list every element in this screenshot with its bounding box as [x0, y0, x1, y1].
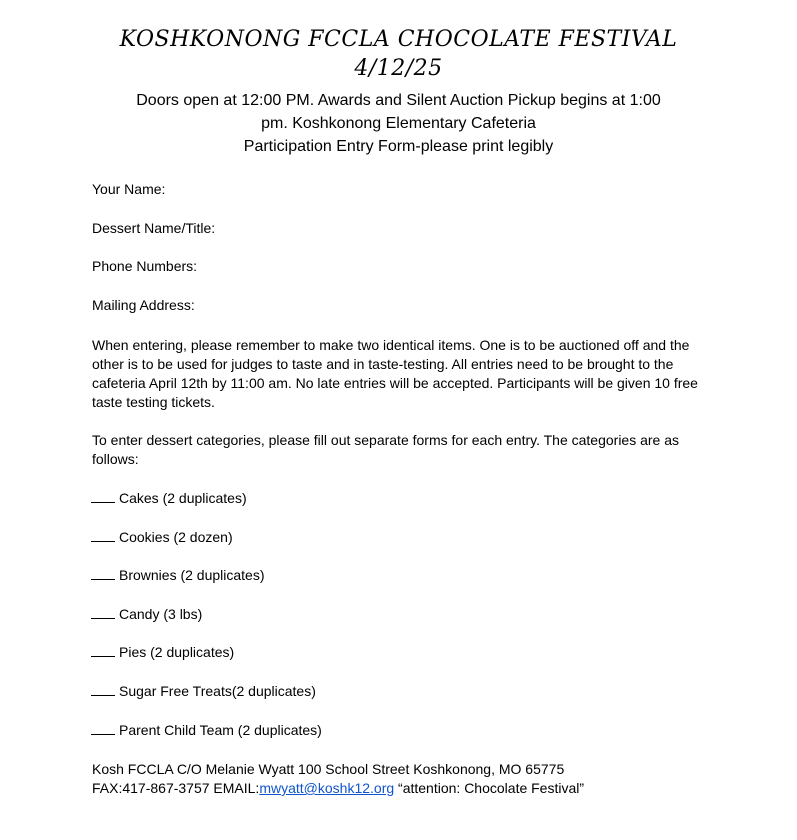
- category-label: Sugar Free Treats(2 duplicates): [119, 683, 316, 699]
- festival-date: 4/12/25: [354, 56, 443, 81]
- checkbox-blank[interactable]: [91, 683, 115, 696]
- category-parent-child-team[interactable]: [91, 722, 322, 738]
- fax-text: FAX:417-867-3757 EMAIL:: [92, 780, 260, 796]
- fax-email-line: [92, 779, 752, 798]
- entry-instructions: When entering, please remember to make two identical items. One is to be auctioned off and the other is to be used for judges to taste and in taste-testing. All entries need to be brought to the cafeteria April 12th by 11:00 am. No late entries will be accepted. Participants will be given 10 free taste testing tickets.: [92, 337, 698, 410]
- phone-numbers-field[interactable]: Phone Numbers:: [92, 258, 198, 274]
- categories-intro: To enter dessert categories, please fill out separate forms for each entry. The categories are as follows:: [92, 432, 680, 467]
- checkbox-blank[interactable]: [91, 567, 115, 580]
- dessert-name-field[interactable]: Dessert Name/Title:: [92, 220, 216, 236]
- contact-footer: [92, 760, 752, 798]
- event-info: [0, 89, 797, 158]
- event-info-line-1: Doors open at 12:00 PM. Awards and Silent Auction Pickup begins at 1:00: [136, 92, 661, 109]
- email-link[interactable]: mwyatt@koshk12.org: [259, 780, 395, 796]
- category-cakes[interactable]: [91, 490, 247, 506]
- checkbox-blank[interactable]: [91, 722, 115, 735]
- category-sugar-free-treats[interactable]: [91, 683, 316, 699]
- event-info-line-2: pm. Koshkonong Elementary Cafeteria: [261, 115, 536, 132]
- category-label: Candy (3 lbs): [119, 606, 203, 622]
- category-label: Cakes (2 duplicates): [119, 490, 247, 506]
- mailing-address-field[interactable]: Mailing Address:: [92, 297, 195, 313]
- category-cookies[interactable]: [91, 529, 233, 545]
- category-candy[interactable]: [91, 606, 202, 622]
- category-label: Pies (2 duplicates): [119, 644, 235, 660]
- category-pies[interactable]: [91, 644, 234, 660]
- your-name-field[interactable]: Your Name:: [92, 181, 166, 197]
- category-label: Parent Child Team (2 duplicates): [119, 722, 322, 738]
- category-label: Brownies (2 duplicates): [119, 567, 265, 583]
- checkbox-blank[interactable]: [91, 606, 115, 619]
- checkbox-blank[interactable]: [91, 529, 115, 542]
- festival-title: KOSHKONONG FCCLA CHOCOLATE FESTIVAL: [119, 27, 678, 52]
- category-label: Cookies (2 dozen): [119, 529, 233, 545]
- mailing-address-text: Kosh FCCLA C/O Melanie Wyatt 100 School Street Koshkonong, MO 65775: [92, 761, 565, 777]
- form-subtitle: Participation Entry Form-please print legibly: [243, 138, 554, 155]
- checkbox-blank[interactable]: [91, 490, 115, 503]
- checkbox-blank[interactable]: [91, 644, 115, 657]
- category-brownies[interactable]: [91, 567, 265, 583]
- attention-text: “attention: Chocolate Festival”: [394, 780, 585, 796]
